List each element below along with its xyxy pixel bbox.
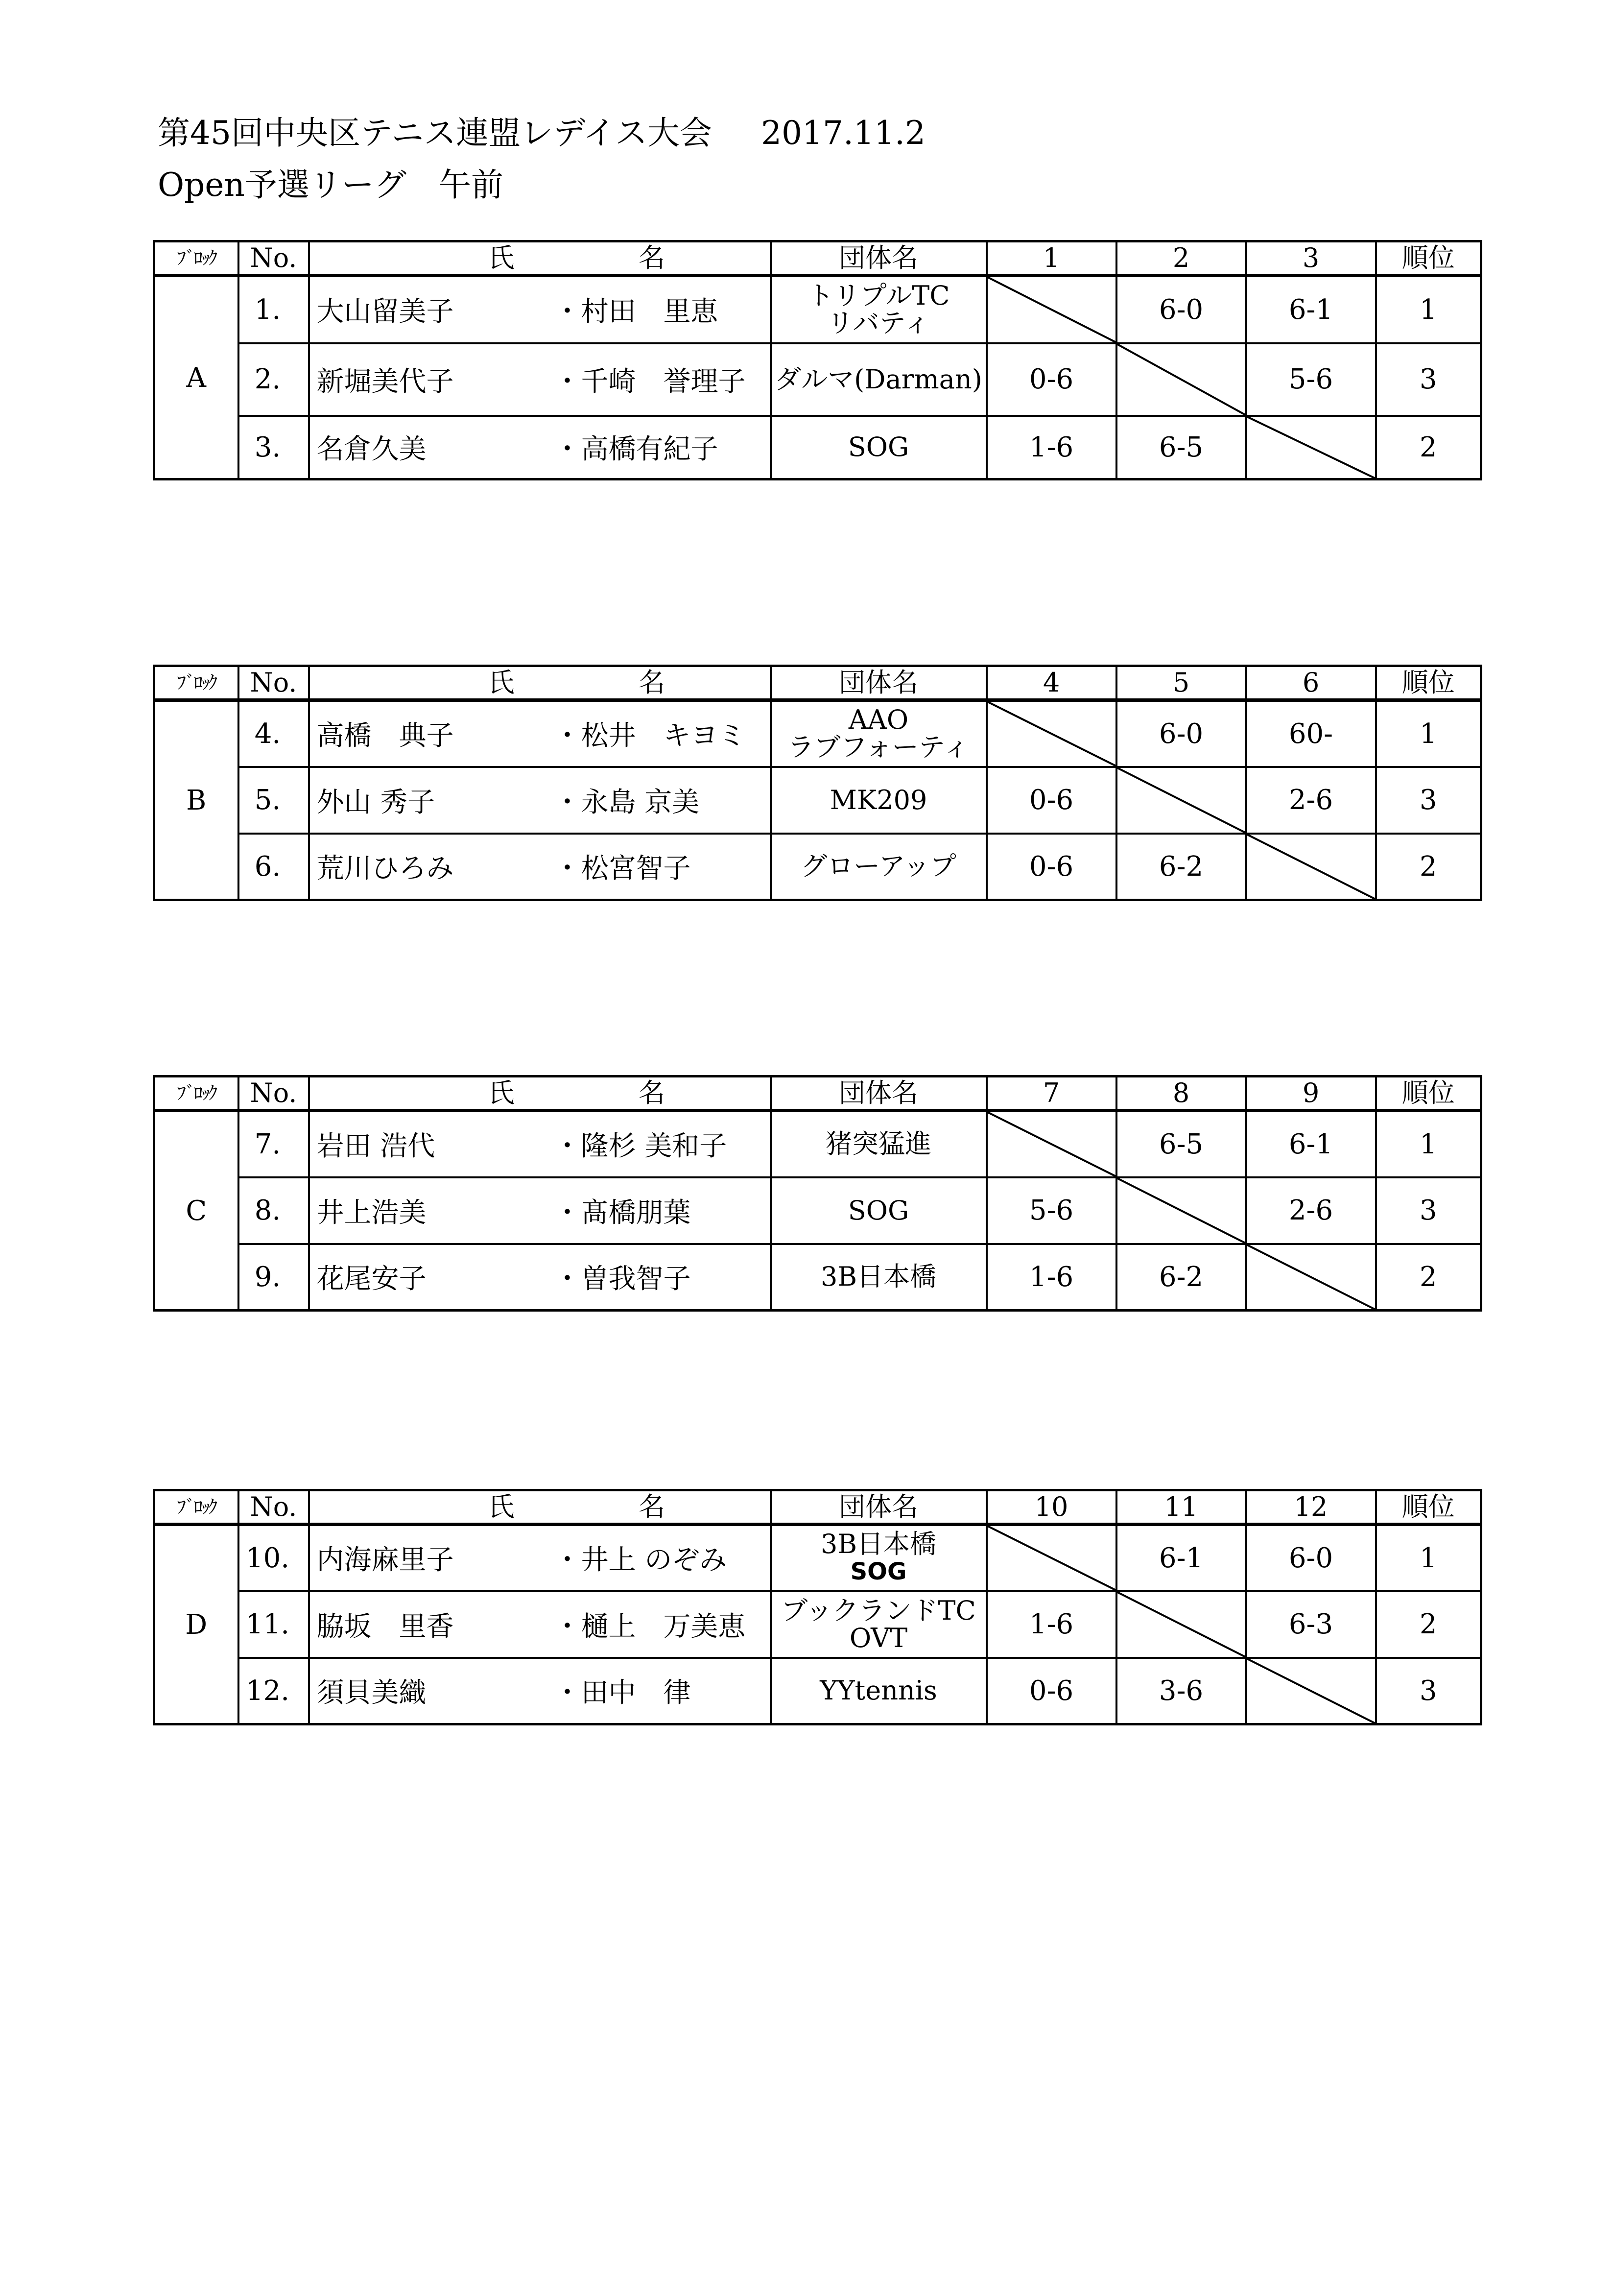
header-opponent-1: 7 [987, 1076, 1116, 1111]
player-1-name: 荒川ひろみ [309, 834, 534, 900]
header-name-given: 名 [534, 1490, 771, 1525]
self-match-cell [987, 700, 1116, 767]
header-opponent-1: 4 [987, 666, 1116, 700]
player-2-name: ・千崎 誉理子 [534, 343, 771, 416]
header-team: 団体名 [771, 241, 987, 276]
league-table [153, 1075, 1482, 1312]
player-1-name: 名倉久美 [309, 416, 534, 479]
pair-number: 12. [238, 1658, 309, 1724]
header-name-family: 氏 [309, 1076, 534, 1111]
match-score: 1-6 [987, 1244, 1116, 1311]
team-name-line: AAO [848, 704, 909, 736]
table-row [154, 1525, 1481, 1591]
header-no: No. [238, 666, 309, 700]
header-opponent-2: 2 [1116, 241, 1246, 276]
table-header-row [154, 1490, 1481, 1525]
player-2-name: ・松宮智子 [534, 834, 771, 900]
header-name-family: 氏 [309, 1490, 534, 1525]
self-match-cell [1116, 767, 1246, 834]
team-name [771, 343, 987, 416]
document-title [158, 109, 926, 158]
header-opponent-3: 6 [1246, 666, 1376, 700]
match-score: 3-6 [1116, 1658, 1246, 1724]
player-2-name: ・村田 里恵 [534, 276, 771, 343]
rank-value: 1 [1376, 700, 1481, 767]
pair-number: 9. [238, 1244, 309, 1311]
header-team: 団体名 [771, 1490, 987, 1525]
rank-value: 2 [1376, 1244, 1481, 1311]
league-block-d [153, 1489, 1480, 1725]
header-opponent-2: 5 [1116, 666, 1246, 700]
table-row [154, 416, 1481, 479]
table-row [154, 767, 1481, 834]
pair-number: 10. [238, 1525, 309, 1591]
pair-number: 2. [238, 343, 309, 416]
team-name [771, 1658, 987, 1724]
header-no: No. [238, 241, 309, 276]
block-label: C [154, 1111, 238, 1311]
table-row [154, 834, 1481, 900]
header-block: ﾌﾞﾛｯｸ [154, 1490, 238, 1525]
player-2-name: ・松井 キヨミ [534, 700, 771, 767]
team-name [771, 767, 987, 834]
team-name-line: YYtennis [820, 1675, 937, 1706]
league-block-c [153, 1075, 1480, 1312]
header-no: No. [238, 1490, 309, 1525]
rank-value: 1 [1376, 1111, 1481, 1177]
match-score: 6-0 [1116, 276, 1246, 343]
header-block: ﾌﾞﾛｯｸ [154, 1076, 238, 1111]
rank-value: 3 [1376, 1177, 1481, 1244]
player-1-name: 大山留美子 [309, 276, 534, 343]
player-1-name: 花尾安子 [309, 1244, 534, 1311]
block-label: A [154, 276, 238, 479]
player-1-name: 内海麻里子 [309, 1525, 534, 1591]
match-score: 0-6 [987, 343, 1116, 416]
match-score: 1-6 [987, 1591, 1116, 1658]
player-1-name: 高橋 典子 [309, 700, 534, 767]
player-2-name: ・樋上 万美恵 [534, 1591, 771, 1658]
player-2-name: ・井上 のぞみ [534, 1525, 771, 1591]
player-2-name: ・髙橋朋葉 [534, 1177, 771, 1244]
header-team: 団体名 [771, 666, 987, 700]
match-score: 6-0 [1246, 1525, 1376, 1591]
match-score: 6-0 [1116, 700, 1246, 767]
player-1-name: 井上浩美 [309, 1177, 534, 1244]
match-score: 6-1 [1116, 1525, 1246, 1591]
team-name-line: リバティ [827, 308, 930, 339]
team-name-line: SOG [848, 1195, 909, 1226]
header-block: ﾌﾞﾛｯｸ [154, 666, 238, 700]
player-1-name: 須貝美織 [309, 1658, 534, 1724]
team-name [771, 1525, 987, 1591]
self-match-cell [1116, 343, 1246, 416]
header-rank: 順位 [1376, 1076, 1481, 1111]
team-name-line: 3B日本橋 [820, 1261, 937, 1292]
match-score: 2-6 [1246, 767, 1376, 834]
tournament-date: 2017.11.2 [761, 114, 926, 152]
self-match-cell [1246, 1244, 1376, 1311]
pair-number: 7. [238, 1111, 309, 1177]
pair-number: 11. [238, 1591, 309, 1658]
header-opponent-3: 3 [1246, 241, 1376, 276]
self-match-cell [987, 1111, 1116, 1177]
table-row [154, 1111, 1481, 1177]
player-1-name: 外山 秀子 [309, 767, 534, 834]
league-table [153, 665, 1482, 901]
team-name-line: トリプルTC [807, 280, 950, 311]
header-opponent-3: 12 [1246, 1490, 1376, 1525]
team-name-line: SOG [848, 431, 909, 463]
pair-number: 4. [238, 700, 309, 767]
header-opponent-1: 1 [987, 241, 1116, 276]
team-name [771, 1244, 987, 1311]
match-score: 60- [1246, 700, 1376, 767]
self-match-cell [1246, 416, 1376, 479]
match-score: 5-6 [1246, 343, 1376, 416]
match-score: 0-6 [987, 834, 1116, 900]
table-row [154, 1591, 1481, 1658]
player-2-name: ・隆杉 美和子 [534, 1111, 771, 1177]
match-score: 6-1 [1246, 1111, 1376, 1177]
rank-value: 1 [1376, 276, 1481, 343]
rank-value: 1 [1376, 1525, 1481, 1591]
team-name-line: 猪突猛進 [826, 1128, 931, 1160]
pair-number: 6. [238, 834, 309, 900]
league-table [153, 1489, 1482, 1725]
team-name [771, 416, 987, 479]
tournament-name: 第45回中央区テニス連盟レデイス大会 [158, 114, 712, 152]
table-row [154, 1244, 1481, 1311]
table-row [154, 343, 1481, 416]
team-name [771, 700, 987, 767]
team-name-line: ダルマ(Darman) [775, 363, 982, 395]
header-rank: 順位 [1376, 241, 1481, 276]
match-score: 6-5 [1116, 1111, 1246, 1177]
match-score: 6-1 [1246, 276, 1376, 343]
rank-value: 3 [1376, 343, 1481, 416]
team-name-line: MK209 [830, 784, 927, 815]
header-rank: 順位 [1376, 1490, 1481, 1525]
team-name-line: ラブフォーティ [787, 732, 970, 763]
rank-value: 2 [1376, 834, 1481, 900]
match-score: 6-2 [1116, 1244, 1246, 1311]
header-name-family: 氏 [309, 241, 534, 276]
header-name-given: 名 [534, 1076, 771, 1111]
league-block-a [153, 240, 1480, 480]
team-name-line: SOG [850, 1558, 907, 1586]
self-match-cell [1116, 1591, 1246, 1658]
table-row [154, 1177, 1481, 1244]
header-block: ﾌﾞﾛｯｸ [154, 241, 238, 276]
team-name-line: OVT [849, 1622, 908, 1653]
player-1-name: 新堀美代子 [309, 343, 534, 416]
match-score: 0-6 [987, 1658, 1116, 1724]
header-team: 団体名 [771, 1076, 987, 1111]
team-name-line: グローアップ [801, 851, 956, 882]
player-1-name: 岩田 浩代 [309, 1111, 534, 1177]
match-score: 6-3 [1246, 1591, 1376, 1658]
player-2-name: ・高橋有紀子 [534, 416, 771, 479]
team-name-line: 3B日本橋 [820, 1529, 937, 1560]
match-score: 5-6 [987, 1177, 1116, 1244]
table-row [154, 276, 1481, 343]
header-opponent-2: 11 [1116, 1490, 1246, 1525]
header-opponent-1: 10 [987, 1490, 1116, 1525]
rank-value: 3 [1376, 767, 1481, 834]
table-header-row [154, 241, 1481, 276]
self-match-cell [1246, 834, 1376, 900]
pair-number: 5. [238, 767, 309, 834]
league-table [153, 240, 1482, 480]
team-name [771, 1591, 987, 1658]
pair-number: 1. [238, 276, 309, 343]
match-score: 6-5 [1116, 416, 1246, 479]
header-name-given: 名 [534, 666, 771, 700]
team-name [771, 1177, 987, 1244]
pair-number: 8. [238, 1177, 309, 1244]
player-1-name: 脇坂 里香 [309, 1591, 534, 1658]
header-opponent-2: 8 [1116, 1076, 1246, 1111]
document-subtitle: Open予選リーグ 午前 [158, 166, 503, 204]
table-header-row [154, 666, 1481, 700]
table-header-row [154, 1076, 1481, 1111]
team-name [771, 1111, 987, 1177]
header-name-given: 名 [534, 241, 771, 276]
league-block-b [153, 665, 1480, 901]
player-2-name: ・永島 京美 [534, 767, 771, 834]
header-name-family: 氏 [309, 666, 534, 700]
team-name-line: ブックランドTC [781, 1595, 976, 1626]
block-label: D [154, 1525, 238, 1724]
match-score: 1-6 [987, 416, 1116, 479]
table-row [154, 1658, 1481, 1724]
player-2-name: ・曽我智子 [534, 1244, 771, 1311]
match-score: 6-2 [1116, 834, 1246, 900]
table-row [154, 700, 1481, 767]
player-2-name: ・田中 律 [534, 1658, 771, 1724]
self-match-cell [1246, 1658, 1376, 1724]
match-score: 2-6 [1246, 1177, 1376, 1244]
block-label: B [154, 700, 238, 900]
header-opponent-3: 9 [1246, 1076, 1376, 1111]
self-match-cell [987, 1525, 1116, 1591]
rank-value: 2 [1376, 1591, 1481, 1658]
team-name [771, 276, 987, 343]
rank-value: 3 [1376, 1658, 1481, 1724]
header-rank: 順位 [1376, 666, 1481, 700]
self-match-cell [987, 276, 1116, 343]
header-no: No. [238, 1076, 309, 1111]
match-score: 0-6 [987, 767, 1116, 834]
pair-number: 3. [238, 416, 309, 479]
self-match-cell [1116, 1177, 1246, 1244]
rank-value: 2 [1376, 416, 1481, 479]
team-name [771, 834, 987, 900]
